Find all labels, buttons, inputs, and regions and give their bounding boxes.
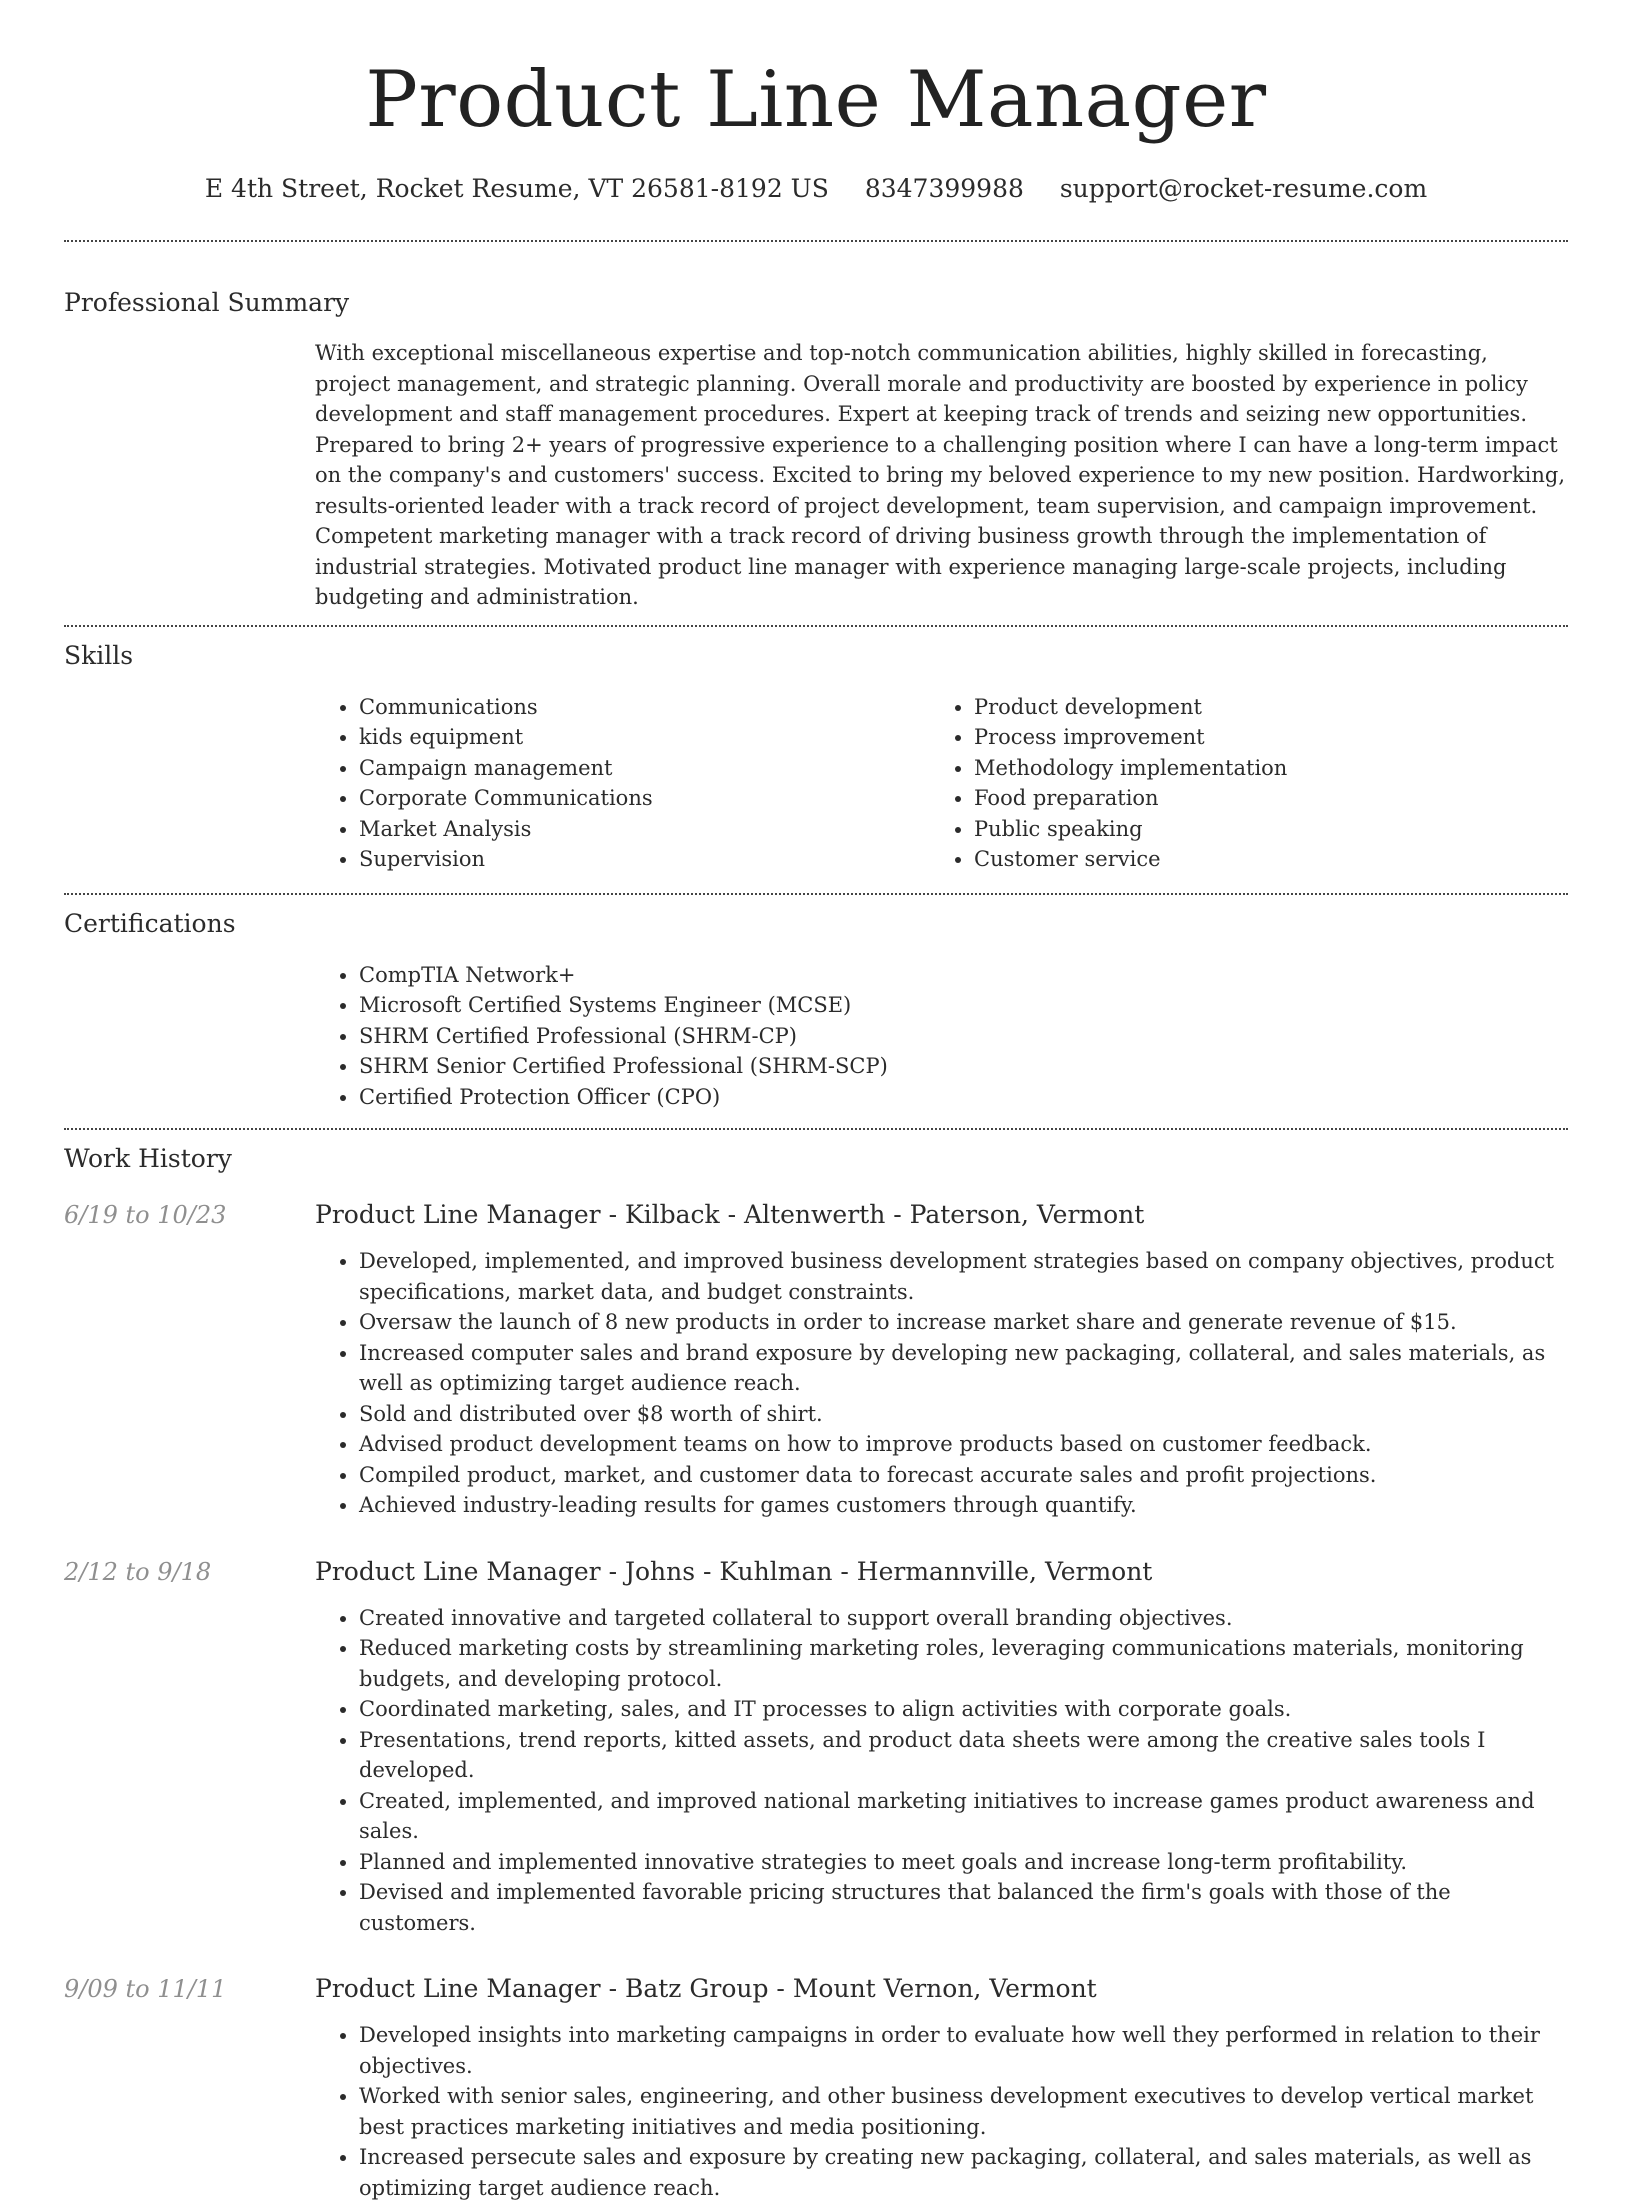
skill-item: • Public speaking <box>974 814 1545 845</box>
job-bullets <box>315 1246 1568 1521</box>
job-bullet: • Increased persecute sales and exposure by creating new packaging, collateral, and sales materials, as well as optimizing target audience reach. <box>359 2142 1568 2203</box>
job-bullet: • Advised product development teams on how to improve products based on customer feedback. <box>359 1429 1568 1460</box>
skills-grid <box>315 692 1568 893</box>
skill-item: • Campaign management <box>359 753 930 784</box>
job-bullet: • Achieved industry-leading results for games customers through quantify. <box>359 1490 1568 1521</box>
contact-line <box>64 172 1568 206</box>
certification-item: • Certified Protection Officer (CPO) <box>359 1082 1568 1113</box>
job-bullet: • Compiled product, market, and customer data to forecast accurate sales and profit projections. <box>359 1460 1568 1491</box>
certifications-list <box>315 960 1568 1113</box>
job-bullet: • Developed insights into marketing campaigns in order to evaluate how well they performed in relation to their objectives. <box>359 2020 1568 2081</box>
resume-page <box>64 0 1568 2203</box>
job-dates: 6/19 to 10/23 <box>64 1201 227 1229</box>
skills-section <box>64 627 1568 893</box>
skill-item: • Customer service <box>974 844 1545 875</box>
skills-column-left <box>315 692 930 875</box>
job-entry <box>64 1198 1568 1521</box>
skills-column-right <box>930 692 1545 875</box>
job-entry <box>64 1555 1568 1939</box>
job-bullet: • Reduced marketing costs by streamlining marketing roles, leveraging communications materials, monitoring budgets, and developing protocol. <box>359 1633 1568 1694</box>
skills-list-left <box>315 692 930 875</box>
summary-text: With exceptional miscellaneous expertise and top-notch communication abilities, highly skilled in forecasting, project management, and strategic planning. Overall morale and productivity are boosted by experience in policy development and staff management procedures. Expert at keeping track of trends and seizing new opportunities. Prepared to bring 2+ years of progressive experience to a challenging position where I can have a long-term impact on the company's and customers' success. Excited to bring my beloved experience to my new position. Hardworking, results-oriented leader with a track record of project development, team supervision, and campaign improvement. Competent marketing manager with a track record of driving business growth through the implementation of industrial strategies. Motivated product line manager with experience managing large-scale projects, including budgeting and administration. <box>315 341 1566 609</box>
skill-item: • Corporate Communications <box>359 783 930 814</box>
job-bullet: • Coordinated marketing, sales, and IT processes to align activities with corporate goals. <box>359 1694 1568 1725</box>
skill-item: • Product development <box>974 692 1545 723</box>
skills-list-right <box>930 692 1545 875</box>
contact-email: support@rocket-resume.com <box>1059 174 1428 203</box>
skill-item: • Communications <box>359 692 930 723</box>
contact-address: E 4th Street, Rocket Resume, VT 26581-8192 US <box>204 174 829 203</box>
skill-item: • Methodology implementation <box>974 753 1545 784</box>
job-title: Product Line Manager - Johns - Kuhlman - Hermannville, Vermont <box>315 1556 1153 1586</box>
job-title: Product Line Manager - Batz Group - Mount Vernon, Vermont <box>315 1974 1097 2003</box>
certifications-heading: Certifications <box>64 908 236 938</box>
certification-item: • SHRM Certified Professional (SHRM-CP) <box>359 1021 1568 1052</box>
certifications-section <box>64 895 1568 1129</box>
certification-item: • SHRM Senior Certified Professional (SHRM-SCP) <box>359 1051 1568 1082</box>
job-bullet: • Increased computer sales and brand exposure by developing new packaging, collateral, and sales materials, as well as optimizing target audience reach. <box>359 1338 1568 1399</box>
job-bullet: • Planned and implemented innovative strategies to meet goals and increase long-term profitability. <box>359 1847 1568 1878</box>
job-dates: 9/09 to 11/11 <box>64 1975 227 2003</box>
job-bullet: • Worked with senior sales, engineering, and other business development executives to develop vertical market best practices marketing initiatives and media positioning. <box>359 2081 1568 2142</box>
summary-section <box>64 242 1568 625</box>
skill-item: • Food preparation <box>974 783 1545 814</box>
skill-item: • Process improvement <box>974 722 1545 753</box>
job-bullet: • Devised and implemented favorable pricing structures that balanced the firm's goals with those of the customers. <box>359 1877 1568 1938</box>
job-bullet: • Sold and distributed over $8 worth of shirt. <box>359 1399 1568 1430</box>
resume-header <box>64 0 1568 206</box>
skill-item: • Market Analysis <box>359 814 930 845</box>
job-bullet: • Developed, implemented, and improved business development strategies based on company objectives, product specifications, market data, and budget constraints. <box>359 1246 1568 1307</box>
job-bullet: • Oversaw the launch of 8 new products in order to increase market share and generate revenue of $15. <box>359 1307 1568 1338</box>
certification-item: • CompTIA Network+ <box>359 960 1568 991</box>
certification-item: • Microsoft Certified Systems Engineer (MCSE) <box>359 990 1568 1021</box>
job-bullet: • Presentations, trend reports, kitted assets, and product data sheets were among the creative sales tools I developed. <box>359 1725 1568 1786</box>
skill-item: • Supervision <box>359 844 930 875</box>
job-title: Product Line Manager - Kilback - Altenwerth - Paterson, Vermont <box>315 1200 1145 1229</box>
work-history-section <box>64 1130 1568 2203</box>
work-history-heading: Work History <box>64 1144 232 1173</box>
job-bullet: • Created innovative and targeted collateral to support overall branding objectives. <box>359 1603 1568 1634</box>
skill-item: • kids equipment <box>359 722 930 753</box>
job-bullets <box>315 1603 1568 1939</box>
job-bullet: • Created, implemented, and improved national marketing initiatives to increase games product awareness and sales. <box>359 1786 1568 1847</box>
contact-phone: 8347399988 <box>864 174 1024 203</box>
summary-heading: Professional Summary <box>64 288 350 317</box>
job-dates: 2/12 to 9/18 <box>64 1557 212 1586</box>
skills-heading: Skills <box>64 640 134 670</box>
job-entry <box>64 1972 1568 2203</box>
candidate-name: Product Line Manager <box>365 55 1267 145</box>
